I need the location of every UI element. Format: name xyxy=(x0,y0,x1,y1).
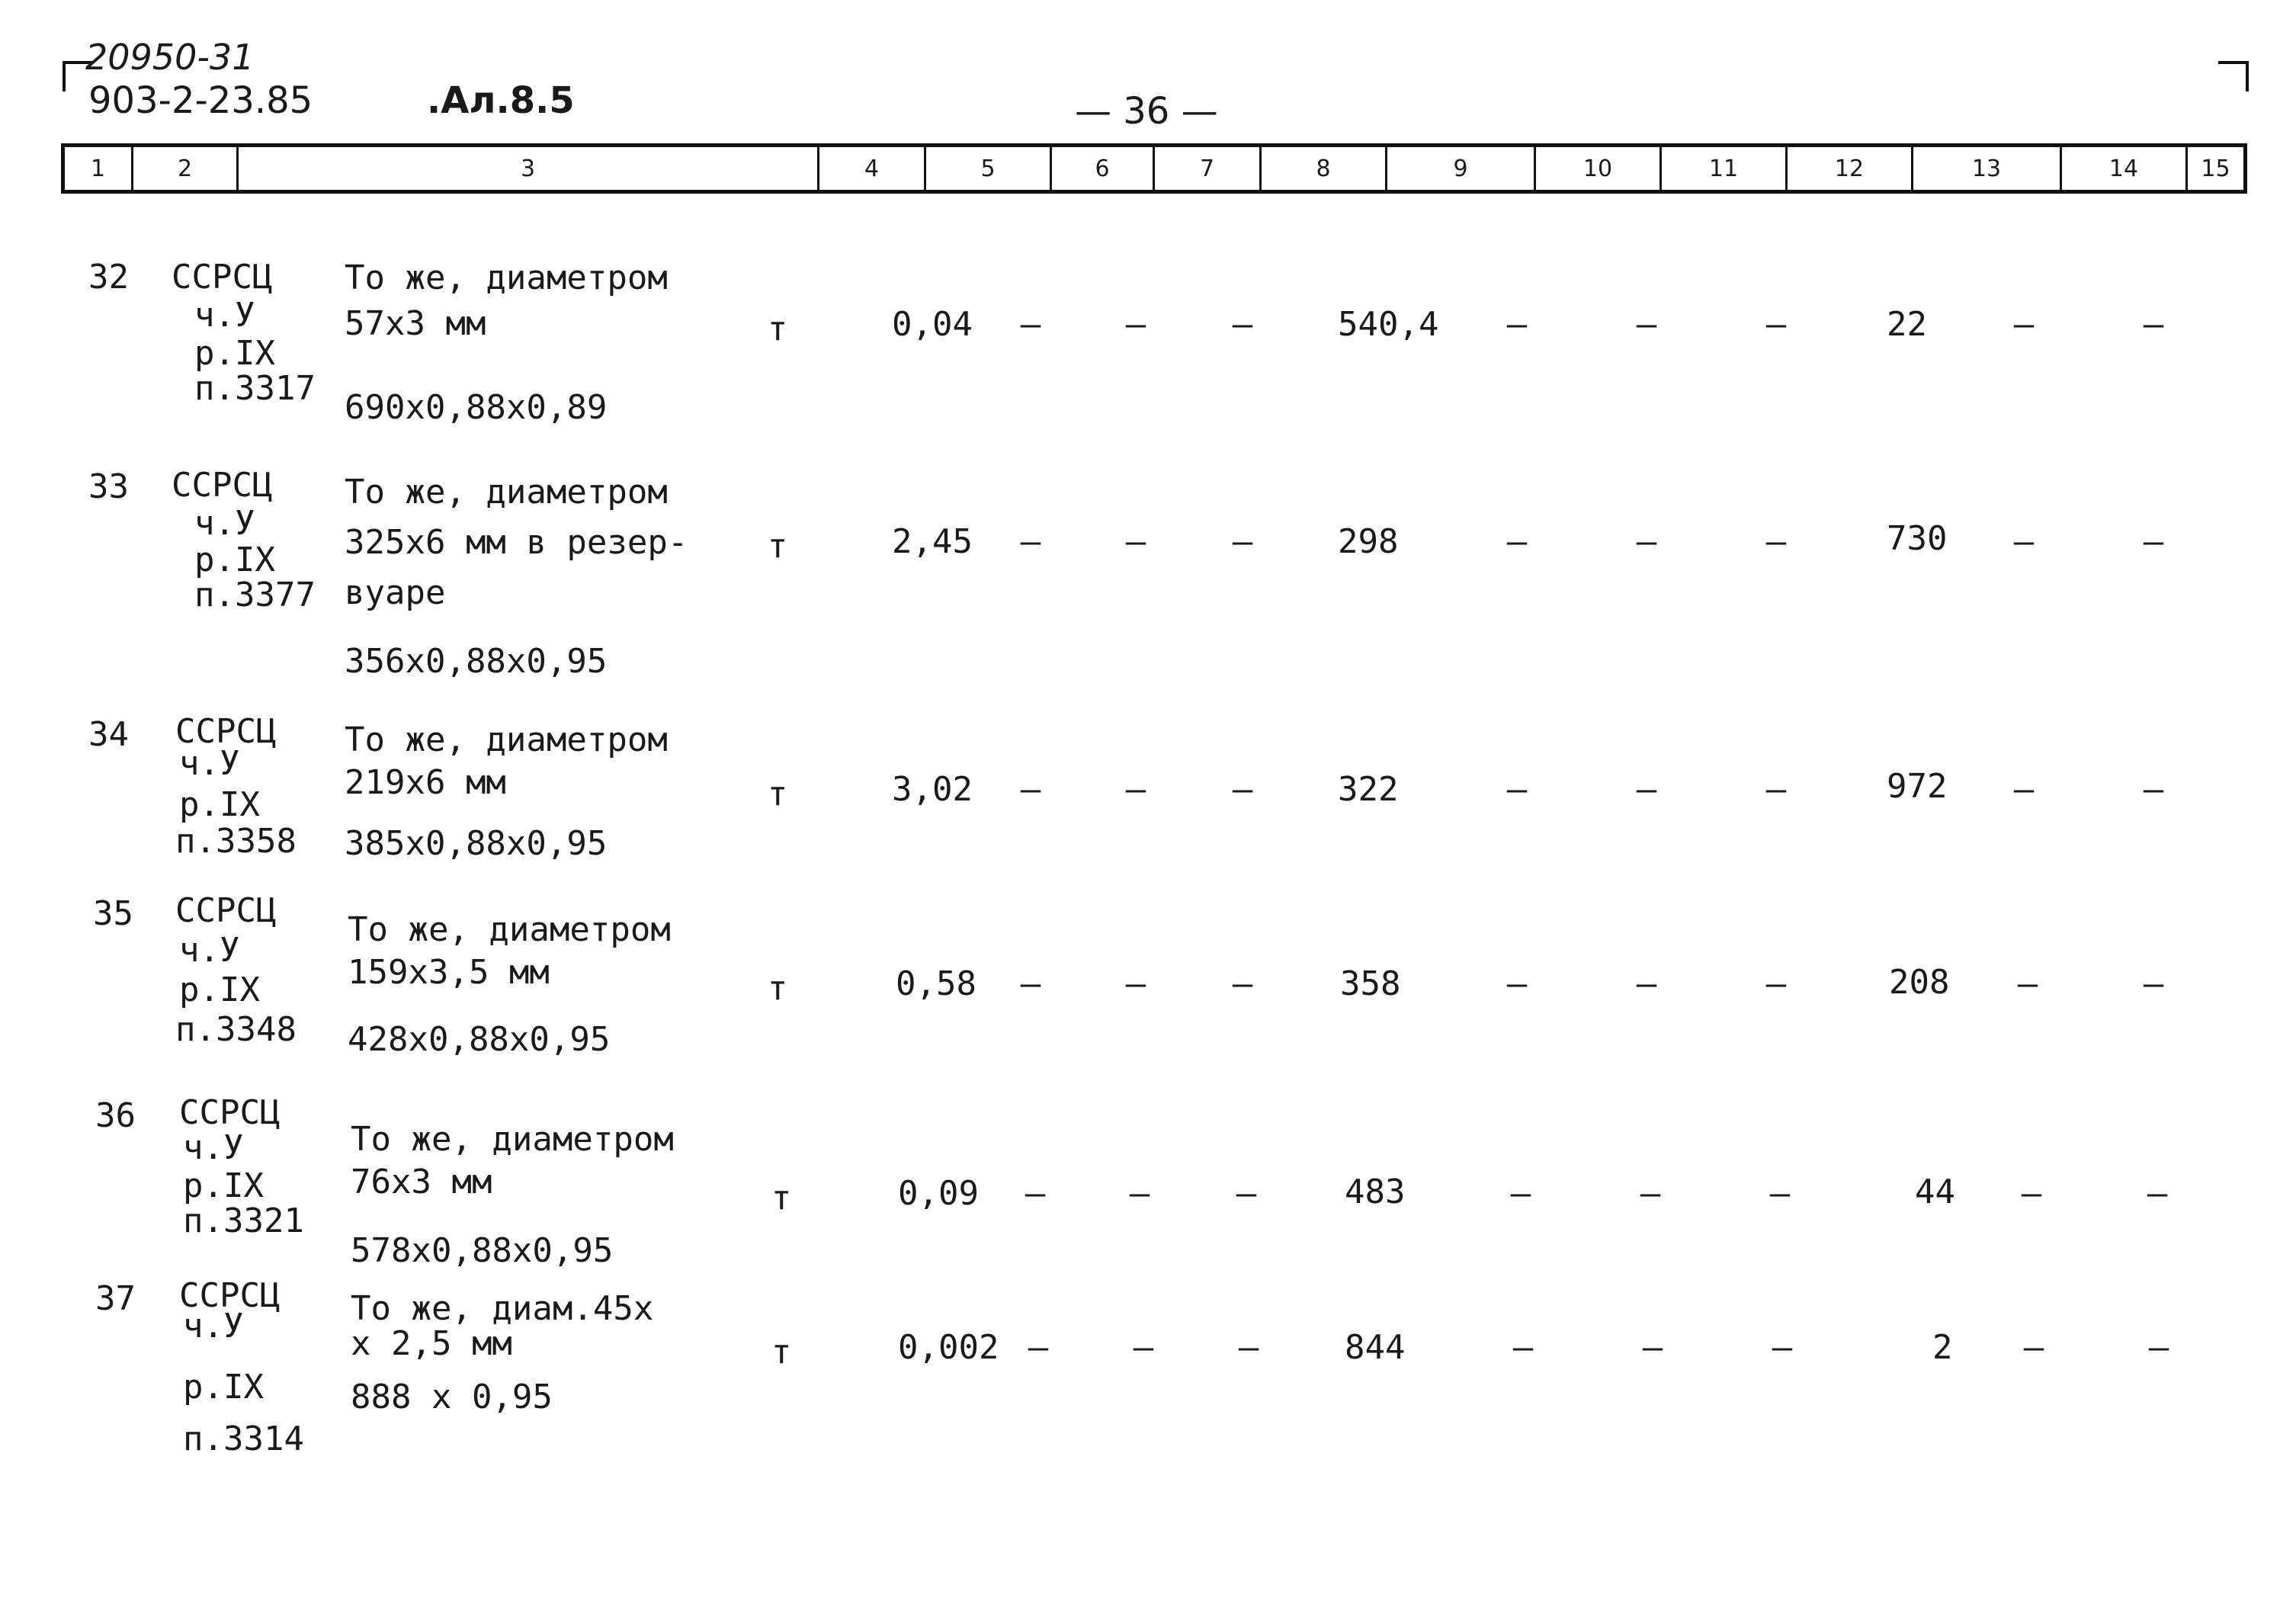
column-number: 4 xyxy=(819,147,926,190)
value-col-12: – xyxy=(1765,770,1787,809)
column-number: 5 xyxy=(926,147,1052,190)
album-label: .Ал.8.5 xyxy=(427,79,575,122)
value-col-14: – xyxy=(2013,522,2035,561)
code-line: ССРСЦ xyxy=(172,258,273,297)
code-line: п.3314 xyxy=(183,1420,304,1458)
column-number: 6 xyxy=(1052,147,1155,190)
value-col-9: 298 xyxy=(1338,522,1399,561)
row-number: 33 xyxy=(88,467,129,506)
value-col-8: – xyxy=(1232,964,1253,1003)
column-number: 3 xyxy=(239,147,819,190)
quantity: 0,09 xyxy=(898,1174,979,1213)
value-col-11: – xyxy=(1640,1174,1661,1213)
value-col-13: 44 xyxy=(1915,1172,1955,1211)
value-col-6: – xyxy=(1020,522,1041,561)
description-line: То же, диаметром xyxy=(345,720,668,759)
value-col-11: – xyxy=(1636,964,1657,1003)
value-col-6: – xyxy=(1020,770,1041,809)
code-line: р.IX xyxy=(179,970,260,1009)
value-col-9: 540,4 xyxy=(1338,305,1439,344)
code-line: р.IX xyxy=(194,334,275,373)
code-line: р.IX xyxy=(179,785,260,824)
value-col-14: – xyxy=(2021,1174,2042,1213)
column-number: 1 xyxy=(65,147,133,190)
value-col-9: 322 xyxy=(1338,770,1399,809)
value-col-14: – xyxy=(2013,770,2035,809)
code-line: р.IX xyxy=(194,541,275,579)
value-col-11: – xyxy=(1636,522,1657,561)
value-col-15: – xyxy=(2147,1174,2168,1213)
value-col-13: 730 xyxy=(1887,519,1948,558)
code-line: п.3348 xyxy=(175,1010,297,1049)
formula: 690х0,88х0,89 xyxy=(345,388,608,427)
corner-mark-right xyxy=(2218,61,2249,91)
column-number: 15 xyxy=(2201,155,2230,182)
column-number: 9 xyxy=(1387,147,1536,190)
value-col-7: – xyxy=(1125,964,1146,1003)
code-line: п.3321 xyxy=(183,1201,304,1240)
row-number: 34 xyxy=(88,715,129,754)
description-line: вуаре xyxy=(345,573,446,612)
code-line: п.3317 xyxy=(194,369,316,408)
value-col-12: – xyxy=(1772,1328,1793,1367)
value-col-10: – xyxy=(1506,964,1528,1003)
doc-code: 903-2-23.85 xyxy=(88,79,313,122)
quantity: 0,04 xyxy=(892,305,973,344)
value-col-10: – xyxy=(1506,305,1528,344)
value-col-11: – xyxy=(1642,1328,1663,1367)
value-col-7: – xyxy=(1133,1328,1154,1367)
column-number: 13 xyxy=(1913,147,2062,190)
column-number: 11 xyxy=(1662,147,1788,190)
value-col-6: – xyxy=(1025,1174,1046,1213)
value-col-11: – xyxy=(1636,305,1657,344)
description-line: х 2,5 мм xyxy=(351,1324,512,1363)
code-line: ССРСЦ xyxy=(175,891,277,930)
quantity: 3,02 xyxy=(892,770,973,809)
value-col-12: – xyxy=(1769,1174,1791,1213)
value-col-8: – xyxy=(1232,305,1253,344)
value-col-13: 208 xyxy=(1889,963,1950,1002)
value-col-10: – xyxy=(1512,1328,1534,1367)
unit: т xyxy=(771,1333,792,1371)
unit: т xyxy=(767,775,788,813)
column-number: 8 xyxy=(1262,147,1387,190)
code-line: ч.У xyxy=(194,504,255,543)
value-col-7: – xyxy=(1125,522,1146,561)
value-col-12: – xyxy=(1765,305,1787,344)
column-number: 12 xyxy=(1788,147,1913,190)
description-line: 219х6 мм xyxy=(345,763,506,802)
row-number: 35 xyxy=(93,894,133,933)
code-line: ч.У xyxy=(194,296,255,335)
code-line: ССРСЦ xyxy=(172,466,273,505)
value-col-15: – xyxy=(2143,770,2164,809)
column-number-strip xyxy=(61,143,2247,194)
description-line: То же, диаметром xyxy=(345,473,668,512)
code-line: п.3377 xyxy=(194,576,316,614)
value-col-7: – xyxy=(1129,1174,1150,1213)
column-number: 10 xyxy=(1536,147,1662,190)
value-col-7: – xyxy=(1125,305,1146,344)
description-line: 57х3 мм xyxy=(345,304,486,343)
handwritten-number: 20950-31 xyxy=(85,37,255,78)
column-number: 2 xyxy=(133,147,239,190)
code-line: ч.У xyxy=(179,931,240,970)
page-number: — 36 — xyxy=(1075,90,1218,133)
unit: т xyxy=(771,1179,792,1217)
unit: т xyxy=(767,310,788,348)
value-col-14: – xyxy=(2013,305,2035,344)
description-line: То же, диаметром xyxy=(345,258,668,297)
quantity: 2,45 xyxy=(892,522,973,561)
row-number: 37 xyxy=(95,1279,136,1318)
row-number: 36 xyxy=(95,1096,136,1135)
code-line: ССРСЦ xyxy=(179,1276,281,1315)
value-col-13: 972 xyxy=(1887,767,1948,806)
value-col-8: – xyxy=(1232,770,1253,809)
code-line: р.IX xyxy=(183,1166,264,1205)
value-col-10: – xyxy=(1510,1174,1531,1213)
column-number: 14 xyxy=(2062,147,2188,190)
value-col-9: 483 xyxy=(1345,1172,1406,1211)
value-col-10: – xyxy=(1506,522,1528,561)
value-col-15: – xyxy=(2143,964,2164,1003)
code-line: р.IX xyxy=(183,1368,264,1407)
value-col-11: – xyxy=(1636,770,1657,809)
column-number: 7 xyxy=(1155,147,1262,190)
value-col-6: – xyxy=(1020,964,1041,1003)
description-line: 325х6 мм в резер- xyxy=(345,523,688,562)
value-col-15: – xyxy=(2148,1328,2169,1367)
formula: 385х0,88х0,95 xyxy=(345,824,608,863)
value-col-9: 358 xyxy=(1340,964,1401,1003)
description-line: 159х3,5 мм xyxy=(348,953,550,992)
value-col-8: – xyxy=(1236,1174,1257,1213)
description-line: То же, диам.45х xyxy=(351,1289,654,1328)
value-col-12: – xyxy=(1765,964,1787,1003)
value-col-14: – xyxy=(2023,1328,2044,1367)
formula: 578х0,88х0,95 xyxy=(351,1231,614,1270)
quantity: 0,002 xyxy=(898,1328,999,1367)
code-line: п.3358 xyxy=(175,822,297,861)
value-col-15: – xyxy=(2143,522,2164,561)
description-line: 76х3 мм xyxy=(351,1163,492,1201)
code-line: ССРСЦ xyxy=(179,1093,281,1132)
description-line: То же, диаметром xyxy=(351,1120,674,1159)
unit: т xyxy=(767,969,788,1008)
value-col-9: 844 xyxy=(1345,1328,1406,1367)
value-col-12: – xyxy=(1765,522,1787,561)
value-col-6: – xyxy=(1028,1328,1049,1367)
description-line: То же, диаметром xyxy=(348,910,671,949)
code-line: ч.У xyxy=(183,1128,244,1167)
value-col-14: – xyxy=(2017,964,2038,1003)
row-number: 32 xyxy=(88,258,129,297)
code-line: ч.У xyxy=(183,1307,244,1346)
value-col-13: 22 xyxy=(1887,305,1927,344)
value-col-8: – xyxy=(1232,522,1253,561)
value-col-7: – xyxy=(1125,770,1146,809)
formula: 888 х 0,95 xyxy=(351,1378,553,1416)
formula: 428х0,88х0,95 xyxy=(348,1020,611,1059)
code-line: ч.У xyxy=(179,744,240,783)
quantity: 0,58 xyxy=(896,964,976,1003)
value-col-15: – xyxy=(2143,305,2164,344)
unit: т xyxy=(767,527,788,566)
code-line: ССРСЦ xyxy=(175,712,277,751)
value-col-10: – xyxy=(1506,770,1528,809)
value-col-8: – xyxy=(1238,1328,1259,1367)
formula: 356х0,88х0,95 xyxy=(345,642,608,681)
value-col-13: 2 xyxy=(1932,1328,1953,1367)
value-col-6: – xyxy=(1020,305,1041,344)
